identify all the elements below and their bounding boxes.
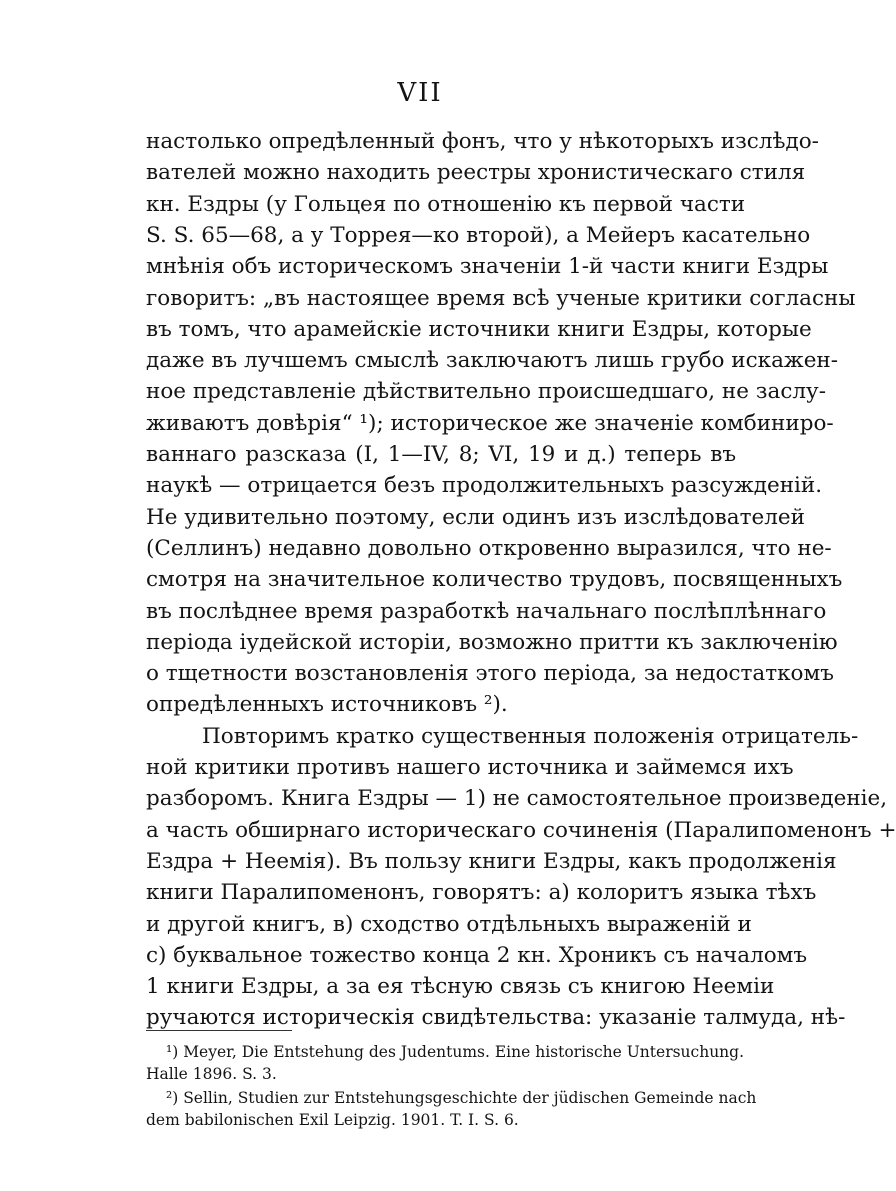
text-line: ручаются историческія свидѣтельства: указаніе талмуда, нѣ- [146,1005,846,1031]
footnote-divider [146,1030,292,1031]
text-line: въ послѣднее время разработкѣ начальнаго послѣплѣннаго [146,598,827,624]
text-line: наукѣ — отрицается безъ продолжительныхъ разсужденій. [146,473,823,499]
text-line: 1 книги Ездры, а за ея тѣсную связь съ книгою Нееміи [146,974,775,1000]
text-line: мнѣнія объ историческомъ значеніи 1-й части книги Ездры [146,254,829,280]
page-number: VII [397,78,443,108]
text-line: періода іудейской исторіи, возможно притти къ заключенію [146,629,838,655]
text-line: Не удивительно поэтому, если одинъ изъ изслѣдователей [146,504,805,530]
text-line: вателей можно находить реестры хронистическаго стиля [146,160,806,186]
text-line: даже въ лучшемъ смыслѣ заключаютъ лишь грубо искажен- [146,348,839,374]
text-line: а часть обширнаго историческаго сочиненія (Паралипоменонъ + [146,817,896,843]
text-line: о тщетности возстановленія этого періода, за недостаткомъ [146,661,834,687]
text-line: Ездра + Неемія). Въ пользу книги Ездры, какъ продолженія [146,848,837,874]
footnote-line: ²) Sellin, Studien zur Entstehungsgeschichte der jüdischen Gemeinde nach [166,1089,757,1107]
text-line: ной критики противъ нашего источника и займемся ихъ [146,755,794,780]
text-line: опредѣленныхъ источниковъ ²). [146,692,508,718]
footnote-line: Halle 1896. S. 3. [146,1065,277,1083]
text-line: и другой книгъ, в) сходство отдѣльныхъ выраженій и [146,911,752,937]
text-line: книги Паралипоменонъ, говорятъ: а) колоритъ языка тѣхъ [146,880,817,906]
text-line: въ томъ, что арамейскіе источники книги Ездры, которые [146,316,812,342]
footnote-line: ¹) Meyer, Die Entstehung des Judentums. Eine historische Untersuchung. [166,1043,745,1061]
text-line: настолько опредѣленный фонъ, что у нѣкоторыхъ изслѣдо- [146,129,819,154]
text-line: S. S. 65—68, а у Торрея—ко второй), а Мейеръ касательно [146,222,811,248]
text-line: смотря на значительное количество трудовъ, посвященныхъ [146,567,843,593]
text-line: с) буквальное тожество конца 2 кн. Хроникъ съ началомъ [146,942,808,968]
text-line: ное представленіе дѣйствительно происшедшаго, не заслу- [146,379,826,405]
text-line: ваннаго разсказа (I, 1—IV, 8; VI, 19 и д.) теперь въ [146,442,736,467]
text-line: говоритъ: „въ настоящее время всѣ ученые критики согласны [146,285,856,311]
text-line: разборомъ. Книга Ездры — 1) не самостоятельное произведеніе, [146,786,888,812]
text-line: живаютъ довѣрія“ ¹); историческое же значеніе комбиниро- [146,410,834,436]
text-line: (Селлинъ) недавно довольно откровенно выразился, что не- [146,535,832,561]
text-line: кн. Ездры (у Гольцея по отношенію къ первой части [146,191,746,217]
text-line: Повторимъ кратко существенныя положенія отрицатель- [202,723,859,749]
footnote-line: dem babilonischen Exil Leipzig. 1901. T. I. S. 6. [146,1111,519,1129]
